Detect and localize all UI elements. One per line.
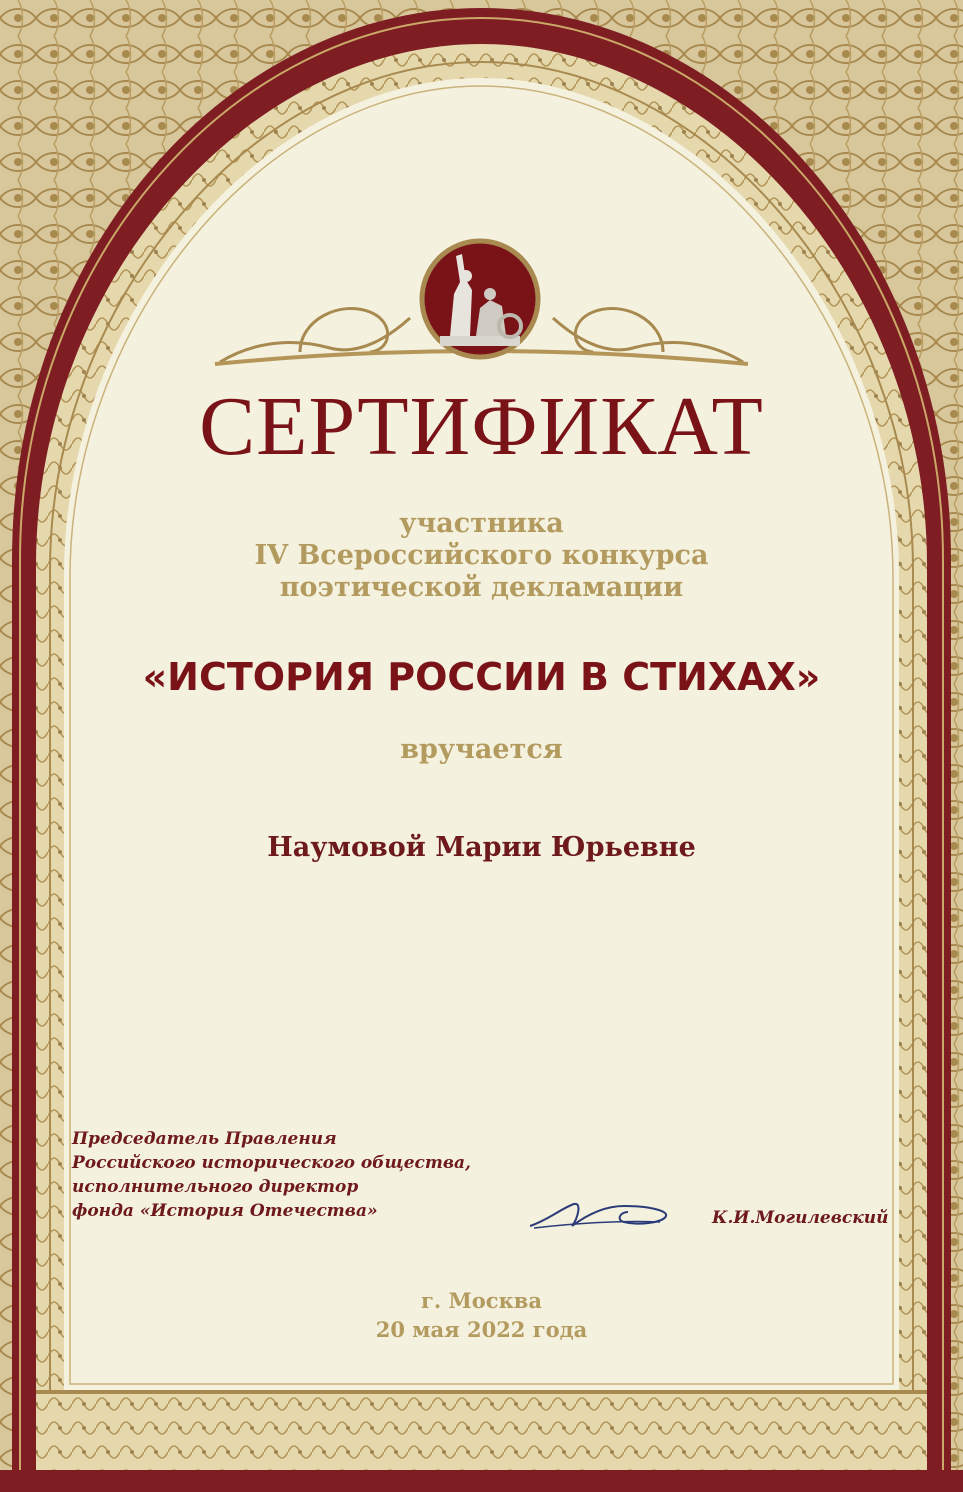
date-text: 20 мая 2022 года [375, 1317, 588, 1342]
contest-name: «ИСТОРИЯ РОССИИ В СТИХАХ» [142, 655, 821, 699]
signer-title-line: Председатель Правления [72, 1129, 337, 1149]
subtitle-line: IV Всероссийского конкурса [254, 540, 709, 571]
subtitle-line: участника [399, 508, 564, 539]
place-and-date [0, 1286, 963, 1344]
signer-title-line: фонда «История Отечества» [72, 1201, 378, 1221]
certificate-subtitle [0, 508, 963, 604]
monument-minin-pozharsky-icon [410, 234, 550, 364]
signer-title-line: Российского исторического общества, [72, 1153, 471, 1173]
presented-text: вручается [400, 734, 563, 765]
signer-title-line: исполнительного директор [72, 1177, 359, 1197]
recipient-name: Наумовой Марии Юрьевне [267, 832, 696, 863]
certificate-title: СЕРТИФИКАТ [199, 380, 764, 473]
signer-title [72, 1127, 471, 1223]
signer-name: К.И.Могилевский [712, 1208, 889, 1228]
place-text: г. Москва [421, 1288, 542, 1313]
handwritten-signature [528, 1196, 673, 1236]
subtitle-line: поэтической декламации [279, 572, 684, 603]
